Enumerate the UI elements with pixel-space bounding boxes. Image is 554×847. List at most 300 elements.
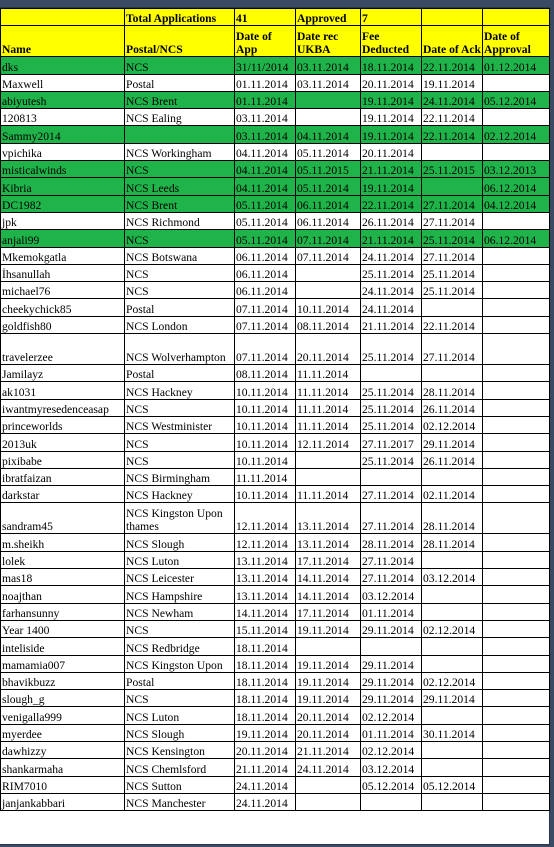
cell-name[interactable]: venigalla999 bbox=[1, 707, 125, 724]
cell-name[interactable]: dawhizzy bbox=[1, 741, 125, 758]
cell-postal-ncs[interactable]: NCS Chemlsford bbox=[125, 759, 235, 776]
cell-postal-ncs[interactable]: NCS Westminister bbox=[125, 416, 235, 433]
cell-postal-ncs[interactable]: NCS Leicester bbox=[125, 569, 235, 586]
cell-date-of-approval[interactable] bbox=[483, 551, 550, 568]
cell-date-rec-ukba[interactable]: 14.11.2014 bbox=[296, 569, 361, 586]
cell-fee-deducted[interactable]: 24.11.2014 bbox=[361, 247, 422, 264]
cell-name[interactable]: vpichika bbox=[1, 143, 125, 160]
cell-date-rec-ukba[interactable]: 24.11.2014 bbox=[296, 759, 361, 776]
cell-fee-deducted[interactable]: 27.11.2017 bbox=[361, 434, 422, 451]
cell-date-of-ack[interactable]: 28.11.2014 bbox=[422, 382, 483, 399]
cell-postal-ncs[interactable]: NCS Hackney bbox=[125, 486, 235, 503]
cell-postal-ncs[interactable] bbox=[125, 126, 235, 143]
cell-date-of-approval[interactable] bbox=[483, 655, 550, 672]
cell-date-rec-ukba[interactable]: 11.11.2014 bbox=[296, 416, 361, 433]
cell-date-of-approval[interactable] bbox=[483, 759, 550, 776]
cell-date-of-app[interactable]: 06.11.2014 bbox=[235, 282, 296, 299]
approved-value-cell[interactable]: 7 bbox=[361, 9, 422, 26]
cell-date-of-ack[interactable] bbox=[422, 299, 483, 316]
header-date-rec-ukba[interactable]: Date rec UKBA bbox=[296, 26, 361, 57]
cell-date-of-app[interactable]: 10.11.2014 bbox=[235, 486, 296, 503]
cell-postal-ncs[interactable]: NCS bbox=[125, 282, 235, 299]
cell-date-rec-ukba[interactable]: 11.11.2014 bbox=[296, 365, 361, 382]
cell-name[interactable]: 2013uk bbox=[1, 434, 125, 451]
cell-fee-deducted[interactable]: 25.11.2014 bbox=[361, 451, 422, 468]
cell-postal-ncs[interactable]: Postal bbox=[125, 365, 235, 382]
cell-date-of-ack[interactable] bbox=[422, 638, 483, 655]
cell-date-of-ack[interactable]: 27.11.2014 bbox=[422, 195, 483, 212]
cell-name[interactable]: Kibria bbox=[1, 178, 125, 195]
cell-date-rec-ukba[interactable] bbox=[296, 776, 361, 793]
cell-postal-ncs[interactable]: NCS bbox=[125, 230, 235, 247]
cell-date-of-app[interactable]: 04.11.2014 bbox=[235, 143, 296, 160]
cell-date-of-approval[interactable]: 06.12.2014 bbox=[483, 178, 550, 195]
cell-name[interactable]: darkstar bbox=[1, 486, 125, 503]
cell-postal-ncs[interactable]: NCS Luton bbox=[125, 551, 235, 568]
cell-date-of-app[interactable]: 24.11.2014 bbox=[235, 793, 296, 810]
cell-date-of-app[interactable]: 13.11.2014 bbox=[235, 551, 296, 568]
cell-date-rec-ukba[interactable]: 11.11.2014 bbox=[296, 382, 361, 399]
header-date-of-approval[interactable]: Date of Approval bbox=[483, 26, 550, 57]
cell-date-of-app[interactable]: 21.11.2014 bbox=[235, 759, 296, 776]
cell-name[interactable]: slough_g bbox=[1, 690, 125, 707]
cell-fee-deducted[interactable]: 19.11.2014 bbox=[361, 109, 422, 126]
cell-date-of-ack[interactable]: 22.11.2014 bbox=[422, 316, 483, 333]
cell-date-of-approval[interactable]: 04.12.2014 bbox=[483, 195, 550, 212]
cell-name[interactable]: misticalwinds bbox=[1, 161, 125, 178]
cell-postal-ncs[interactable]: NCS Richmond bbox=[125, 212, 235, 229]
cell-date-of-app[interactable]: 10.11.2014 bbox=[235, 416, 296, 433]
cell-fee-deducted[interactable]: 25.11.2014 bbox=[361, 382, 422, 399]
cell-date-of-approval[interactable] bbox=[483, 416, 550, 433]
cell-postal-ncs[interactable]: NCS Kensington bbox=[125, 741, 235, 758]
cell-date-of-app[interactable]: 07.11.2014 bbox=[235, 334, 296, 365]
cell-postal-ncs[interactable]: Postal bbox=[125, 299, 235, 316]
cell-date-of-approval[interactable] bbox=[483, 690, 550, 707]
cell-date-of-ack[interactable] bbox=[422, 551, 483, 568]
cell-date-rec-ukba[interactable]: 03.11.2014 bbox=[296, 57, 361, 74]
cell-date-rec-ukba[interactable]: 07.11.2014 bbox=[296, 247, 361, 264]
cell-date-of-ack[interactable] bbox=[422, 603, 483, 620]
cell-date-of-approval[interactable] bbox=[483, 247, 550, 264]
cell-date-of-app[interactable]: 24.11.2014 bbox=[235, 776, 296, 793]
cell-date-of-ack[interactable]: 03.12.2014 bbox=[422, 569, 483, 586]
cell-postal-ncs[interactable]: NCS bbox=[125, 161, 235, 178]
cell-date-of-ack[interactable]: 25.11.2014 bbox=[422, 282, 483, 299]
cell-date-of-ack[interactable]: 30.11.2014 bbox=[422, 724, 483, 741]
cell-date-rec-ukba[interactable] bbox=[296, 793, 361, 810]
cell-date-of-approval[interactable] bbox=[483, 74, 550, 91]
cell-date-of-app[interactable]: 07.11.2014 bbox=[235, 316, 296, 333]
cell-date-of-app[interactable]: 20.11.2014 bbox=[235, 741, 296, 758]
header-date-of-ack[interactable]: Date of Ack bbox=[422, 26, 483, 57]
cell-name[interactable]: DC1982 bbox=[1, 195, 125, 212]
cell-date-of-app[interactable]: 10.11.2014 bbox=[235, 451, 296, 468]
cell-postal-ncs[interactable]: NCS Birmingham bbox=[125, 468, 235, 485]
cell-date-of-app[interactable]: 06.11.2014 bbox=[235, 264, 296, 281]
cell-date-of-ack[interactable]: 26.11.2014 bbox=[422, 399, 483, 416]
cell-fee-deducted[interactable]: 25.11.2014 bbox=[361, 399, 422, 416]
cell-fee-deducted[interactable]: 20.11.2014 bbox=[361, 74, 422, 91]
cell-date-rec-ukba[interactable] bbox=[296, 468, 361, 485]
cell-date-of-approval[interactable] bbox=[483, 299, 550, 316]
cell-postal-ncs[interactable]: NCS Hackney bbox=[125, 382, 235, 399]
cell-date-of-ack[interactable]: 22.11.2014 bbox=[422, 126, 483, 143]
cell-name[interactable]: ibratfaizan bbox=[1, 468, 125, 485]
cell-postal-ncs[interactable]: NCS Kingston Upon thames bbox=[125, 503, 235, 534]
cell-postal-ncs[interactable]: NCS Redbridge bbox=[125, 638, 235, 655]
cell-date-of-app[interactable]: 18.11.2014 bbox=[235, 655, 296, 672]
cell-postal-ncs[interactable]: NCS Luton bbox=[125, 707, 235, 724]
cell-postal-ncs[interactable]: NCS bbox=[125, 264, 235, 281]
cell-date-of-ack[interactable]: 05.12.2014 bbox=[422, 776, 483, 793]
cell-postal-ncs[interactable]: Postal bbox=[125, 672, 235, 689]
cell-fee-deducted[interactable]: 25.11.2014 bbox=[361, 264, 422, 281]
cell-date-rec-ukba[interactable]: 06.11.2014 bbox=[296, 195, 361, 212]
header-postal-ncs[interactable]: Postal/NCS bbox=[125, 26, 235, 57]
cell-date-of-app[interactable]: 04.11.2014 bbox=[235, 178, 296, 195]
cell-date-of-approval[interactable] bbox=[483, 109, 550, 126]
cell-date-of-approval[interactable] bbox=[483, 586, 550, 603]
cell-fee-deducted[interactable]: 05.12.2014 bbox=[361, 776, 422, 793]
cell-fee-deducted[interactable]: 27.11.2014 bbox=[361, 551, 422, 568]
cell-date-rec-ukba[interactable]: 19.11.2014 bbox=[296, 655, 361, 672]
cell-date-rec-ukba[interactable]: 19.11.2014 bbox=[296, 620, 361, 637]
cell-name[interactable]: m.sheikh bbox=[1, 534, 125, 551]
summary-empty-cell[interactable] bbox=[422, 9, 483, 26]
cell-date-of-app[interactable]: 13.11.2014 bbox=[235, 569, 296, 586]
cell-date-rec-ukba[interactable]: 21.11.2014 bbox=[296, 741, 361, 758]
cell-name[interactable]: Mkemokgatla bbox=[1, 247, 125, 264]
cell-fee-deducted[interactable]: 20.11.2014 bbox=[361, 143, 422, 160]
cell-name[interactable]: cheekychick85 bbox=[1, 299, 125, 316]
cell-fee-deducted[interactable] bbox=[361, 468, 422, 485]
cell-date-of-app[interactable]: 04.11.2014 bbox=[235, 161, 296, 178]
cell-postal-ncs[interactable]: NCS Hampshire bbox=[125, 586, 235, 603]
cell-fee-deducted[interactable]: 28.11.2014 bbox=[361, 534, 422, 551]
cell-date-of-ack[interactable]: 25.11.2014 bbox=[422, 230, 483, 247]
cell-name[interactable]: Maxwell bbox=[1, 74, 125, 91]
cell-date-of-app[interactable]: 18.11.2014 bbox=[235, 638, 296, 655]
cell-date-of-approval[interactable] bbox=[483, 793, 550, 810]
cell-date-of-approval[interactable]: 06.12.2014 bbox=[483, 230, 550, 247]
cell-postal-ncs[interactable]: NCS Kingston Upon bbox=[125, 655, 235, 672]
cell-postal-ncs[interactable]: NCS Brent bbox=[125, 195, 235, 212]
cell-name[interactable]: janjankabbari bbox=[1, 793, 125, 810]
cell-date-of-approval[interactable]: 01.12.2014 bbox=[483, 57, 550, 74]
cell-date-of-approval[interactable] bbox=[483, 503, 550, 534]
cell-date-of-approval[interactable]: 03.12.2013 bbox=[483, 161, 550, 178]
cell-date-rec-ukba[interactable]: 20.11.2014 bbox=[296, 334, 361, 365]
cell-date-of-app[interactable]: 10.11.2014 bbox=[235, 382, 296, 399]
cell-date-rec-ukba[interactable] bbox=[296, 91, 361, 108]
cell-date-of-app[interactable]: 18.11.2014 bbox=[235, 690, 296, 707]
cell-postal-ncs[interactable]: NCS bbox=[125, 620, 235, 637]
cell-date-of-approval[interactable] bbox=[483, 776, 550, 793]
cell-date-of-ack[interactable] bbox=[422, 178, 483, 195]
cell-date-of-approval[interactable] bbox=[483, 316, 550, 333]
cell-date-of-ack[interactable]: 27.11.2014 bbox=[422, 334, 483, 365]
cell-name[interactable]: mamamia007 bbox=[1, 655, 125, 672]
cell-date-of-ack[interactable] bbox=[422, 655, 483, 672]
cell-date-of-ack[interactable]: 02.12.2014 bbox=[422, 416, 483, 433]
cell-name[interactable]: myerdee bbox=[1, 724, 125, 741]
cell-date-of-ack[interactable]: 22.11.2014 bbox=[422, 57, 483, 74]
cell-postal-ncs[interactable]: NCS Slough bbox=[125, 534, 235, 551]
cell-date-of-approval[interactable] bbox=[483, 620, 550, 637]
cell-date-of-approval[interactable] bbox=[483, 569, 550, 586]
cell-date-rec-ukba[interactable]: 20.11.2014 bbox=[296, 724, 361, 741]
cell-fee-deducted[interactable]: 02.12.2014 bbox=[361, 741, 422, 758]
cell-date-of-app[interactable]: 05.11.2014 bbox=[235, 230, 296, 247]
cell-date-of-app[interactable]: 18.11.2014 bbox=[235, 672, 296, 689]
cell-date-of-ack[interactable]: 25.11.2015 bbox=[422, 161, 483, 178]
cell-date-rec-ukba[interactable]: 14.11.2014 bbox=[296, 586, 361, 603]
cell-date-of-app[interactable]: 13.11.2014 bbox=[235, 586, 296, 603]
cell-date-of-app[interactable]: 18.11.2014 bbox=[235, 707, 296, 724]
cell-fee-deducted[interactable]: 03.12.2014 bbox=[361, 586, 422, 603]
cell-fee-deducted[interactable]: 29.11.2014 bbox=[361, 655, 422, 672]
cell-name[interactable]: dks bbox=[1, 57, 125, 74]
cell-date-of-ack[interactable]: 02.12.2014 bbox=[422, 620, 483, 637]
cell-date-of-ack[interactable]: 28.11.2014 bbox=[422, 534, 483, 551]
cell-date-rec-ukba[interactable]: 17.11.2014 bbox=[296, 551, 361, 568]
cell-fee-deducted[interactable] bbox=[361, 638, 422, 655]
cell-date-of-app[interactable]: 10.11.2014 bbox=[235, 434, 296, 451]
cell-fee-deducted[interactable]: 19.11.2014 bbox=[361, 91, 422, 108]
cell-date-of-ack[interactable] bbox=[422, 365, 483, 382]
cell-postal-ncs[interactable]: NCS bbox=[125, 690, 235, 707]
header-name[interactable]: Name bbox=[1, 26, 125, 57]
cell-postal-ncs[interactable]: NCS Slough bbox=[125, 724, 235, 741]
cell-date-of-ack[interactable]: 27.11.2014 bbox=[422, 212, 483, 229]
cell-date-of-ack[interactable]: 29.11.2014 bbox=[422, 434, 483, 451]
cell-date-of-ack[interactable]: 25.11.2014 bbox=[422, 264, 483, 281]
cell-date-of-app[interactable]: 14.11.2014 bbox=[235, 603, 296, 620]
cell-date-of-app[interactable]: 07.11.2014 bbox=[235, 299, 296, 316]
cell-fee-deducted[interactable]: 21.11.2014 bbox=[361, 230, 422, 247]
cell-name[interactable]: 120813 bbox=[1, 109, 125, 126]
cell-date-of-app[interactable]: 10.11.2014 bbox=[235, 399, 296, 416]
cell-date-of-approval[interactable] bbox=[483, 451, 550, 468]
cell-date-of-ack[interactable] bbox=[422, 793, 483, 810]
cell-fee-deducted[interactable]: 01.11.2014 bbox=[361, 724, 422, 741]
cell-date-rec-ukba[interactable]: 07.11.2014 bbox=[296, 230, 361, 247]
cell-name[interactable]: Jamilayz bbox=[1, 365, 125, 382]
cell-date-of-app[interactable]: 19.11.2014 bbox=[235, 724, 296, 741]
cell-name[interactable]: Year 1400 bbox=[1, 620, 125, 637]
cell-fee-deducted[interactable]: 01.11.2014 bbox=[361, 603, 422, 620]
cell-date-of-approval[interactable] bbox=[483, 486, 550, 503]
cell-name[interactable]: shankarmaha bbox=[1, 759, 125, 776]
cell-fee-deducted[interactable]: 02.12.2014 bbox=[361, 707, 422, 724]
cell-fee-deducted[interactable] bbox=[361, 365, 422, 382]
cell-date-rec-ukba[interactable]: 20.11.2014 bbox=[296, 707, 361, 724]
cell-fee-deducted[interactable]: 18.11.2014 bbox=[361, 57, 422, 74]
cell-date-rec-ukba[interactable]: 03.11.2014 bbox=[296, 74, 361, 91]
cell-name[interactable]: inteliside bbox=[1, 638, 125, 655]
cell-date-of-approval[interactable] bbox=[483, 638, 550, 655]
cell-date-of-app[interactable]: 11.11.2014 bbox=[235, 468, 296, 485]
cell-date-rec-ukba[interactable] bbox=[296, 451, 361, 468]
cell-postal-ncs[interactable]: NCS bbox=[125, 451, 235, 468]
cell-date-of-approval[interactable] bbox=[483, 212, 550, 229]
cell-name[interactable]: jpk bbox=[1, 212, 125, 229]
cell-date-of-app[interactable]: 15.11.2014 bbox=[235, 620, 296, 637]
cell-date-rec-ukba[interactable] bbox=[296, 638, 361, 655]
summary-empty-cell[interactable] bbox=[1, 9, 125, 26]
cell-date-of-approval[interactable] bbox=[483, 365, 550, 382]
cell-date-of-approval[interactable] bbox=[483, 707, 550, 724]
cell-date-of-approval[interactable] bbox=[483, 672, 550, 689]
cell-name[interactable]: iwantmyresedenceasap bbox=[1, 399, 125, 416]
cell-postal-ncs[interactable]: NCS bbox=[125, 399, 235, 416]
total-label-cell[interactable]: Total Applications bbox=[125, 9, 235, 26]
cell-date-of-app[interactable]: 03.11.2014 bbox=[235, 126, 296, 143]
cell-date-rec-ukba[interactable] bbox=[296, 109, 361, 126]
cell-date-rec-ukba[interactable]: 06.11.2014 bbox=[296, 212, 361, 229]
cell-date-of-approval[interactable] bbox=[483, 468, 550, 485]
cell-name[interactable]: pixibabe bbox=[1, 451, 125, 468]
summary-empty-cell[interactable] bbox=[483, 9, 550, 26]
cell-date-rec-ukba[interactable]: 13.11.2014 bbox=[296, 534, 361, 551]
cell-fee-deducted[interactable]: 24.11.2014 bbox=[361, 299, 422, 316]
cell-date-of-app[interactable]: 08.11.2014 bbox=[235, 365, 296, 382]
cell-fee-deducted[interactable]: 03.12.2014 bbox=[361, 759, 422, 776]
cell-date-rec-ukba[interactable]: 19.11.2014 bbox=[296, 690, 361, 707]
cell-name[interactable]: sandram45 bbox=[1, 503, 125, 534]
cell-name[interactable]: farhansunny bbox=[1, 603, 125, 620]
cell-date-of-approval[interactable]: 02.12.2014 bbox=[483, 126, 550, 143]
cell-date-rec-ukba[interactable]: 11.11.2014 bbox=[296, 399, 361, 416]
cell-postal-ncs[interactable]: NCS London bbox=[125, 316, 235, 333]
cell-fee-deducted[interactable]: 29.11.2014 bbox=[361, 620, 422, 637]
cell-name[interactable]: bhavikbuzz bbox=[1, 672, 125, 689]
cell-date-rec-ukba[interactable]: 10.11.2014 bbox=[296, 299, 361, 316]
cell-date-rec-ukba[interactable] bbox=[296, 264, 361, 281]
cell-name[interactable]: RIM7010 bbox=[1, 776, 125, 793]
cell-date-rec-ukba[interactable]: 11.11.2014 bbox=[296, 486, 361, 503]
cell-fee-deducted[interactable]: 29.11.2014 bbox=[361, 690, 422, 707]
cell-date-rec-ukba[interactable] bbox=[296, 282, 361, 299]
cell-postal-ncs[interactable]: NCS Botswana bbox=[125, 247, 235, 264]
cell-fee-deducted[interactable]: 26.11.2014 bbox=[361, 212, 422, 229]
cell-postal-ncs[interactable]: NCS Workingham bbox=[125, 143, 235, 160]
cell-name[interactable]: anjali99 bbox=[1, 230, 125, 247]
cell-name[interactable]: abiyutesh bbox=[1, 91, 125, 108]
cell-postal-ncs[interactable]: NCS Manchester bbox=[125, 793, 235, 810]
cell-postal-ncs[interactable]: NCS Sutton bbox=[125, 776, 235, 793]
cell-date-of-approval[interactable] bbox=[483, 603, 550, 620]
cell-fee-deducted[interactable]: 29.11.2014 bbox=[361, 672, 422, 689]
cell-postal-ncs[interactable]: NCS Ealing bbox=[125, 109, 235, 126]
cell-name[interactable]: lolek bbox=[1, 551, 125, 568]
cell-date-of-ack[interactable] bbox=[422, 468, 483, 485]
cell-date-of-ack[interactable]: 26.11.2014 bbox=[422, 451, 483, 468]
cell-date-of-approval[interactable] bbox=[483, 143, 550, 160]
cell-fee-deducted[interactable]: 27.11.2014 bbox=[361, 503, 422, 534]
cell-postal-ncs[interactable]: NCS Leeds bbox=[125, 178, 235, 195]
cell-date-of-approval[interactable] bbox=[483, 264, 550, 281]
cell-name[interactable]: goldfish80 bbox=[1, 316, 125, 333]
cell-name[interactable]: princeworlds bbox=[1, 416, 125, 433]
cell-date-of-ack[interactable] bbox=[422, 741, 483, 758]
cell-postal-ncs[interactable]: NCS bbox=[125, 57, 235, 74]
cell-date-of-app[interactable]: 05.11.2014 bbox=[235, 212, 296, 229]
cell-postal-ncs[interactable]: Postal bbox=[125, 74, 235, 91]
cell-date-rec-ukba[interactable]: 05.11.2015 bbox=[296, 161, 361, 178]
cell-postal-ncs[interactable]: NCS bbox=[125, 434, 235, 451]
cell-fee-deducted[interactable]: 25.11.2014 bbox=[361, 334, 422, 365]
cell-fee-deducted[interactable] bbox=[361, 793, 422, 810]
cell-postal-ncs[interactable]: NCS Newham bbox=[125, 603, 235, 620]
cell-date-of-ack[interactable] bbox=[422, 143, 483, 160]
header-date-of-app[interactable]: Date of App bbox=[235, 26, 296, 57]
cell-date-of-app[interactable]: 31/11/2014 bbox=[235, 57, 296, 74]
cell-date-rec-ukba[interactable]: 13.11.2014 bbox=[296, 503, 361, 534]
cell-name[interactable]: michael76 bbox=[1, 282, 125, 299]
cell-date-of-app[interactable]: 01.11.2014 bbox=[235, 74, 296, 91]
cell-fee-deducted[interactable]: 24.11.2014 bbox=[361, 282, 422, 299]
cell-fee-deducted[interactable]: 19.11.2014 bbox=[361, 178, 422, 195]
cell-date-of-ack[interactable]: 02.12.2014 bbox=[422, 672, 483, 689]
cell-date-of-approval[interactable] bbox=[483, 434, 550, 451]
cell-fee-deducted[interactable]: 27.11.2014 bbox=[361, 486, 422, 503]
cell-date-of-app[interactable]: 06.11.2014 bbox=[235, 247, 296, 264]
cell-date-of-ack[interactable]: 28.11.2014 bbox=[422, 503, 483, 534]
cell-fee-deducted[interactable]: 21.11.2014 bbox=[361, 316, 422, 333]
cell-date-of-ack[interactable] bbox=[422, 586, 483, 603]
cell-date-rec-ukba[interactable]: 08.11.2014 bbox=[296, 316, 361, 333]
cell-date-of-ack[interactable]: 19.11.2014 bbox=[422, 74, 483, 91]
cell-date-of-approval[interactable] bbox=[483, 399, 550, 416]
cell-date-of-approval[interactable] bbox=[483, 382, 550, 399]
approved-label-cell[interactable]: Approved bbox=[296, 9, 361, 26]
cell-fee-deducted[interactable]: 25.11.2014 bbox=[361, 416, 422, 433]
cell-date-of-approval[interactable] bbox=[483, 282, 550, 299]
cell-date-of-ack[interactable]: 02.11.2014 bbox=[422, 486, 483, 503]
cell-fee-deducted[interactable]: 27.11.2014 bbox=[361, 569, 422, 586]
cell-date-rec-ukba[interactable]: 17.11.2014 bbox=[296, 603, 361, 620]
total-value-cell[interactable]: 41 bbox=[235, 9, 296, 26]
cell-date-rec-ukba[interactable]: 05.11.2014 bbox=[296, 178, 361, 195]
cell-date-of-approval[interactable] bbox=[483, 724, 550, 741]
cell-date-of-app[interactable]: 01.11.2014 bbox=[235, 91, 296, 108]
cell-date-rec-ukba[interactable]: 04.11.2014 bbox=[296, 126, 361, 143]
cell-date-of-approval[interactable]: 05.12.2014 bbox=[483, 91, 550, 108]
cell-name[interactable]: Sammy2014 bbox=[1, 126, 125, 143]
cell-date-of-app[interactable]: 05.11.2014 bbox=[235, 195, 296, 212]
cell-name[interactable]: mas18 bbox=[1, 569, 125, 586]
cell-date-of-ack[interactable]: 22.11.2014 bbox=[422, 109, 483, 126]
cell-date-of-ack[interactable] bbox=[422, 759, 483, 776]
cell-date-rec-ukba[interactable]: 19.11.2014 bbox=[296, 672, 361, 689]
cell-name[interactable]: ak1031 bbox=[1, 382, 125, 399]
cell-name[interactable]: noajthan bbox=[1, 586, 125, 603]
cell-date-of-app[interactable]: 03.11.2014 bbox=[235, 109, 296, 126]
cell-date-rec-ukba[interactable]: 05.11.2014 bbox=[296, 143, 361, 160]
cell-fee-deducted[interactable]: 22.11.2014 bbox=[361, 195, 422, 212]
cell-date-of-ack[interactable] bbox=[422, 707, 483, 724]
cell-date-of-ack[interactable]: 27.11.2014 bbox=[422, 247, 483, 264]
cell-date-of-approval[interactable] bbox=[483, 334, 550, 365]
cell-fee-deducted[interactable]: 19.11.2014 bbox=[361, 126, 422, 143]
cell-date-of-approval[interactable] bbox=[483, 741, 550, 758]
cell-name[interactable]: travelerzee bbox=[1, 334, 125, 365]
cell-fee-deducted[interactable]: 21.11.2014 bbox=[361, 161, 422, 178]
cell-date-of-ack[interactable]: 24.11.2014 bbox=[422, 91, 483, 108]
header-fee-deducted[interactable]: Fee Deducted bbox=[361, 26, 422, 57]
